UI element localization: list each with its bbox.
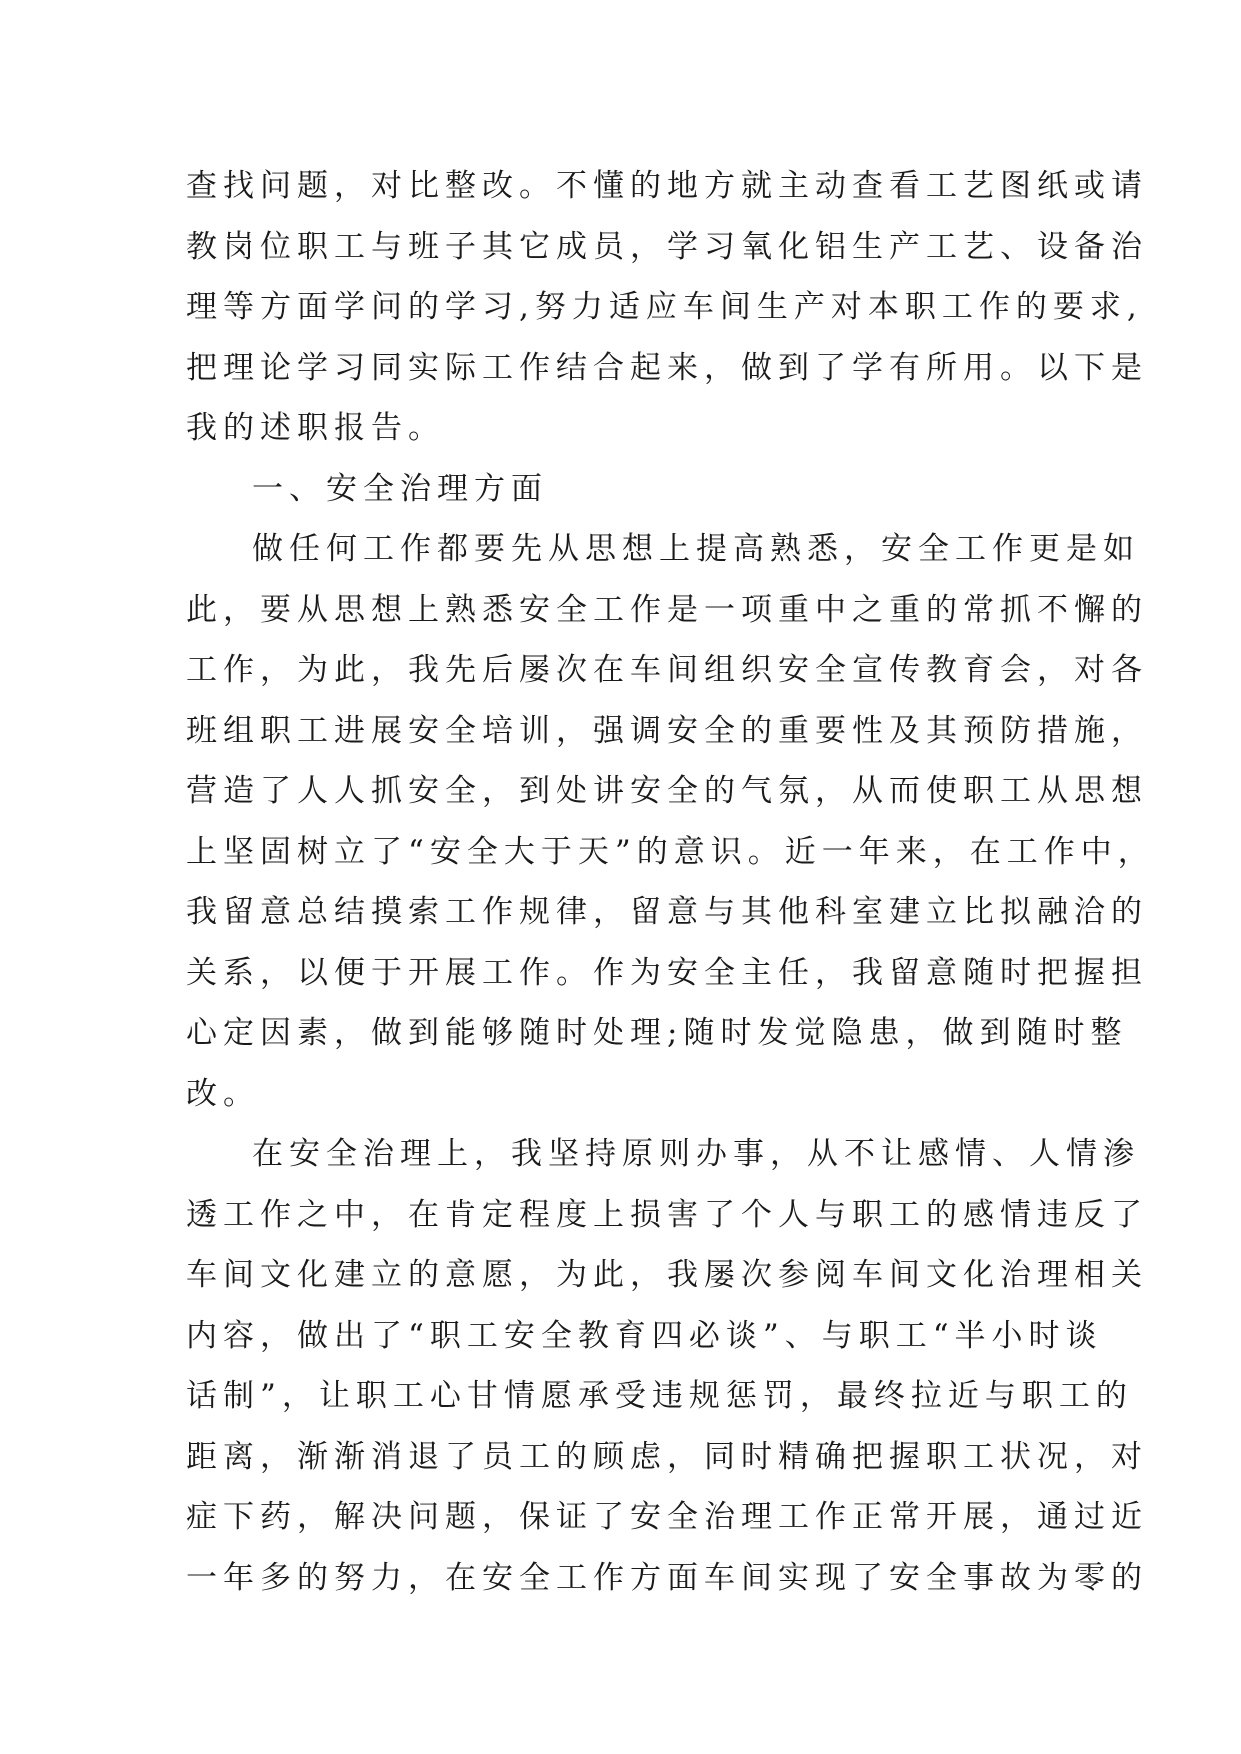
text-line: 教岗位职工与班子其它成员，学习氧化铝生产工艺、设备治	[186, 228, 1148, 265]
text-line: 做任何工作都要先从思想上提高熟悉，安全工作更是如	[252, 531, 1140, 567]
text-line: 内容，做出了“职工安全教育四必谈”、与职工“半小时谈	[186, 1317, 1103, 1354]
text-line: 心定因素，做到能够随时处理;随时发觉隐患，做到随时整	[186, 1015, 1128, 1051]
text-line: 一、安全治理方面	[252, 470, 548, 507]
text-line: 关系，以便于开展工作。作为安全主任，我留意随时把握担	[186, 954, 1148, 991]
text-line: 上坚固树立了“安全大于天”的意识。近一年来，在工作中，	[186, 833, 1155, 870]
text-line: 车间文化建立的意愿，为此，我屡次参阅车间文化治理相关	[186, 1257, 1148, 1293]
text-line: 我留意总结摸索工作规律，留意与其他科室建立比拟融洽的	[186, 894, 1148, 930]
text-line: 症下药，解决问题，保证了安全治理工作正常开展，通过近	[186, 1499, 1148, 1535]
text-line: 透工作之中，在肯定程度上损害了个人与职工的感情违反了	[186, 1196, 1148, 1233]
text-line: 改。	[186, 1075, 260, 1112]
text-line: 我的述职报告。	[186, 410, 445, 446]
text-line: 理等方面学问的学习,努力适应车间生产对本职工作的要求,	[186, 289, 1143, 325]
text-line: 一年多的努力，在安全工作方面车间实现了安全事故为零的	[186, 1559, 1148, 1596]
text-line: 话制”，让职工心甘情愿承受违规惩罚，最终拉近与职工的	[186, 1378, 1133, 1414]
text-line: 工作，为此，我先后屡次在车间组织安全宣传教育会，对各	[186, 652, 1148, 688]
text-line: 在安全治理上，我坚持原则办事，从不让感情、人情渗	[252, 1136, 1140, 1172]
text-line: 查找问题，对比整改。不懂的地方就主动查看工艺图纸或请	[186, 168, 1148, 204]
text-line: 此，要从思想上熟悉安全工作是一项重中之重的常抓不懈的	[186, 591, 1148, 628]
document-body	[186, 156, 1155, 1608]
text-line: 班组职工进展安全培训，强调安全的重要性及其预防措施，	[186, 712, 1148, 749]
text-line: 距离，渐渐消退了员工的顾虑，同时精确把握职工状况，对	[186, 1438, 1148, 1475]
text-line: 把理论学习同实际工作结合起来，做到了学有所用。以下是	[186, 349, 1148, 386]
text-line: 营造了人人抓安全，到处讲安全的气氛，从而使职工从思想	[186, 773, 1148, 809]
